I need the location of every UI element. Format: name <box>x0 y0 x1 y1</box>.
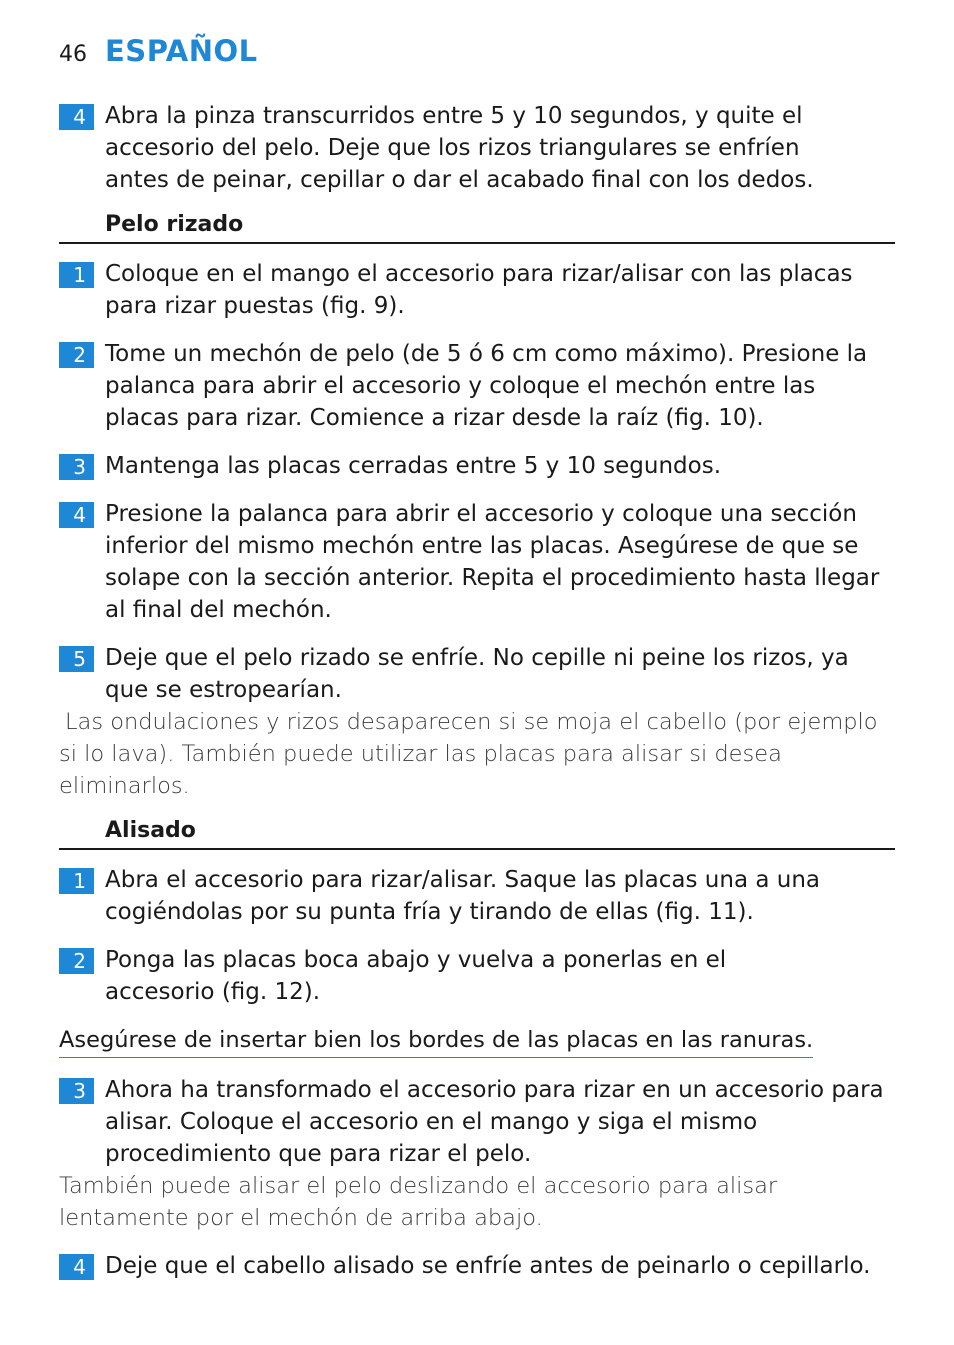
step-number-badge: 2 <box>59 948 94 974</box>
step-text: Tome un mechón de pelo (de 5 ó 6 cm como máximo). Presione la palanca para abrir el accesorio y coloque el mechón entre las placas para rizar. Comience a rizar desde la raíz (fig. 10). <box>105 341 868 431</box>
step-number-badge: 3 <box>59 1078 94 1104</box>
step-number-badge: 4 <box>59 502 94 528</box>
step-item <box>59 1250 941 1282</box>
step-item <box>59 1074 895 1170</box>
step-item <box>59 258 875 322</box>
page-content <box>59 100 895 1298</box>
page-header <box>59 34 258 74</box>
step-item <box>59 864 865 928</box>
section-title-alisado: Alisado <box>59 816 895 850</box>
step-item <box>59 100 865 196</box>
step-text: Deje que el cabello alisado se enfríe antes de peinarlo o cepillarlo. <box>105 1253 871 1279</box>
note-text: Las ondulaciones y rizos desaparecen si se moja el cabello (por ejemplo si lo lava). También puede utilizar las placas para alisar si desea eliminarlos. <box>59 709 878 799</box>
step-item <box>59 450 895 482</box>
language-heading: ESPAÑOL <box>105 34 258 68</box>
step-number-badge: 5 <box>59 646 94 672</box>
section-title-pelo-rizado: Pelo rizado <box>59 210 895 244</box>
step-item <box>59 642 895 706</box>
step-item <box>59 498 895 626</box>
step-text: Mantenga las placas cerradas entre 5 y 10 segundos. <box>105 453 722 479</box>
step-text: Abra la pinza transcurridos entre 5 y 10 segundos, y quite el accesorio del pelo. Deje que los rizos triangulares se enfríen antes de peinar, cepillar o dar el acabado final con los dedos. <box>105 103 814 193</box>
step-number-badge: 1 <box>59 262 94 288</box>
step-number-badge: 1 <box>59 868 94 894</box>
step-text: Coloque en el mango el accesorio para rizar/alisar con las placas para rizar puestas (fig. 9). <box>105 261 853 319</box>
step-text: Deje que el pelo rizado se enfríe. No cepille ni peine los rizos, ya que se estropearían. <box>105 645 849 703</box>
step-text: Presione la palanca para abrir el accesorio y coloque una sección inferior del mismo mechón entre las placas. Asegúrese de que se solape con la sección anterior. Repita el procedimiento hasta llegar al final del mechón. <box>105 501 880 623</box>
step-text: Abra el accesorio para rizar/alisar. Saque las placas una a una cogiéndolas por su punta fría y tirando de ellas (fig. 11). <box>105 867 820 925</box>
note-text: También puede alisar el pelo deslizando el accesorio para alisar lentamente por el mechón de arriba abajo. <box>59 1173 778 1231</box>
step-number-badge: 2 <box>59 342 94 368</box>
step-number-badge: 4 <box>59 104 94 130</box>
tip-container <box>59 1024 895 1074</box>
step-text: Ahora ha transformado el accesorio para rizar en un accesorio para alisar. Coloque el accesorio en el mango y siga el mismo procedimiento que para rizar el pelo. <box>105 1077 884 1167</box>
step-text: Ponga las placas boca abajo y vuelva a ponerlas en el accesorio (fig. 12). <box>105 947 727 1005</box>
step-number-badge: 4 <box>59 1254 94 1280</box>
page-number: 46 <box>59 42 87 67</box>
step-number-badge: 3 <box>59 454 94 480</box>
step-item <box>59 338 895 434</box>
tip-text: Asegúrese de insertar bien los bordes de las placas en las ranuras. <box>59 1024 813 1058</box>
step-item <box>59 944 770 1008</box>
